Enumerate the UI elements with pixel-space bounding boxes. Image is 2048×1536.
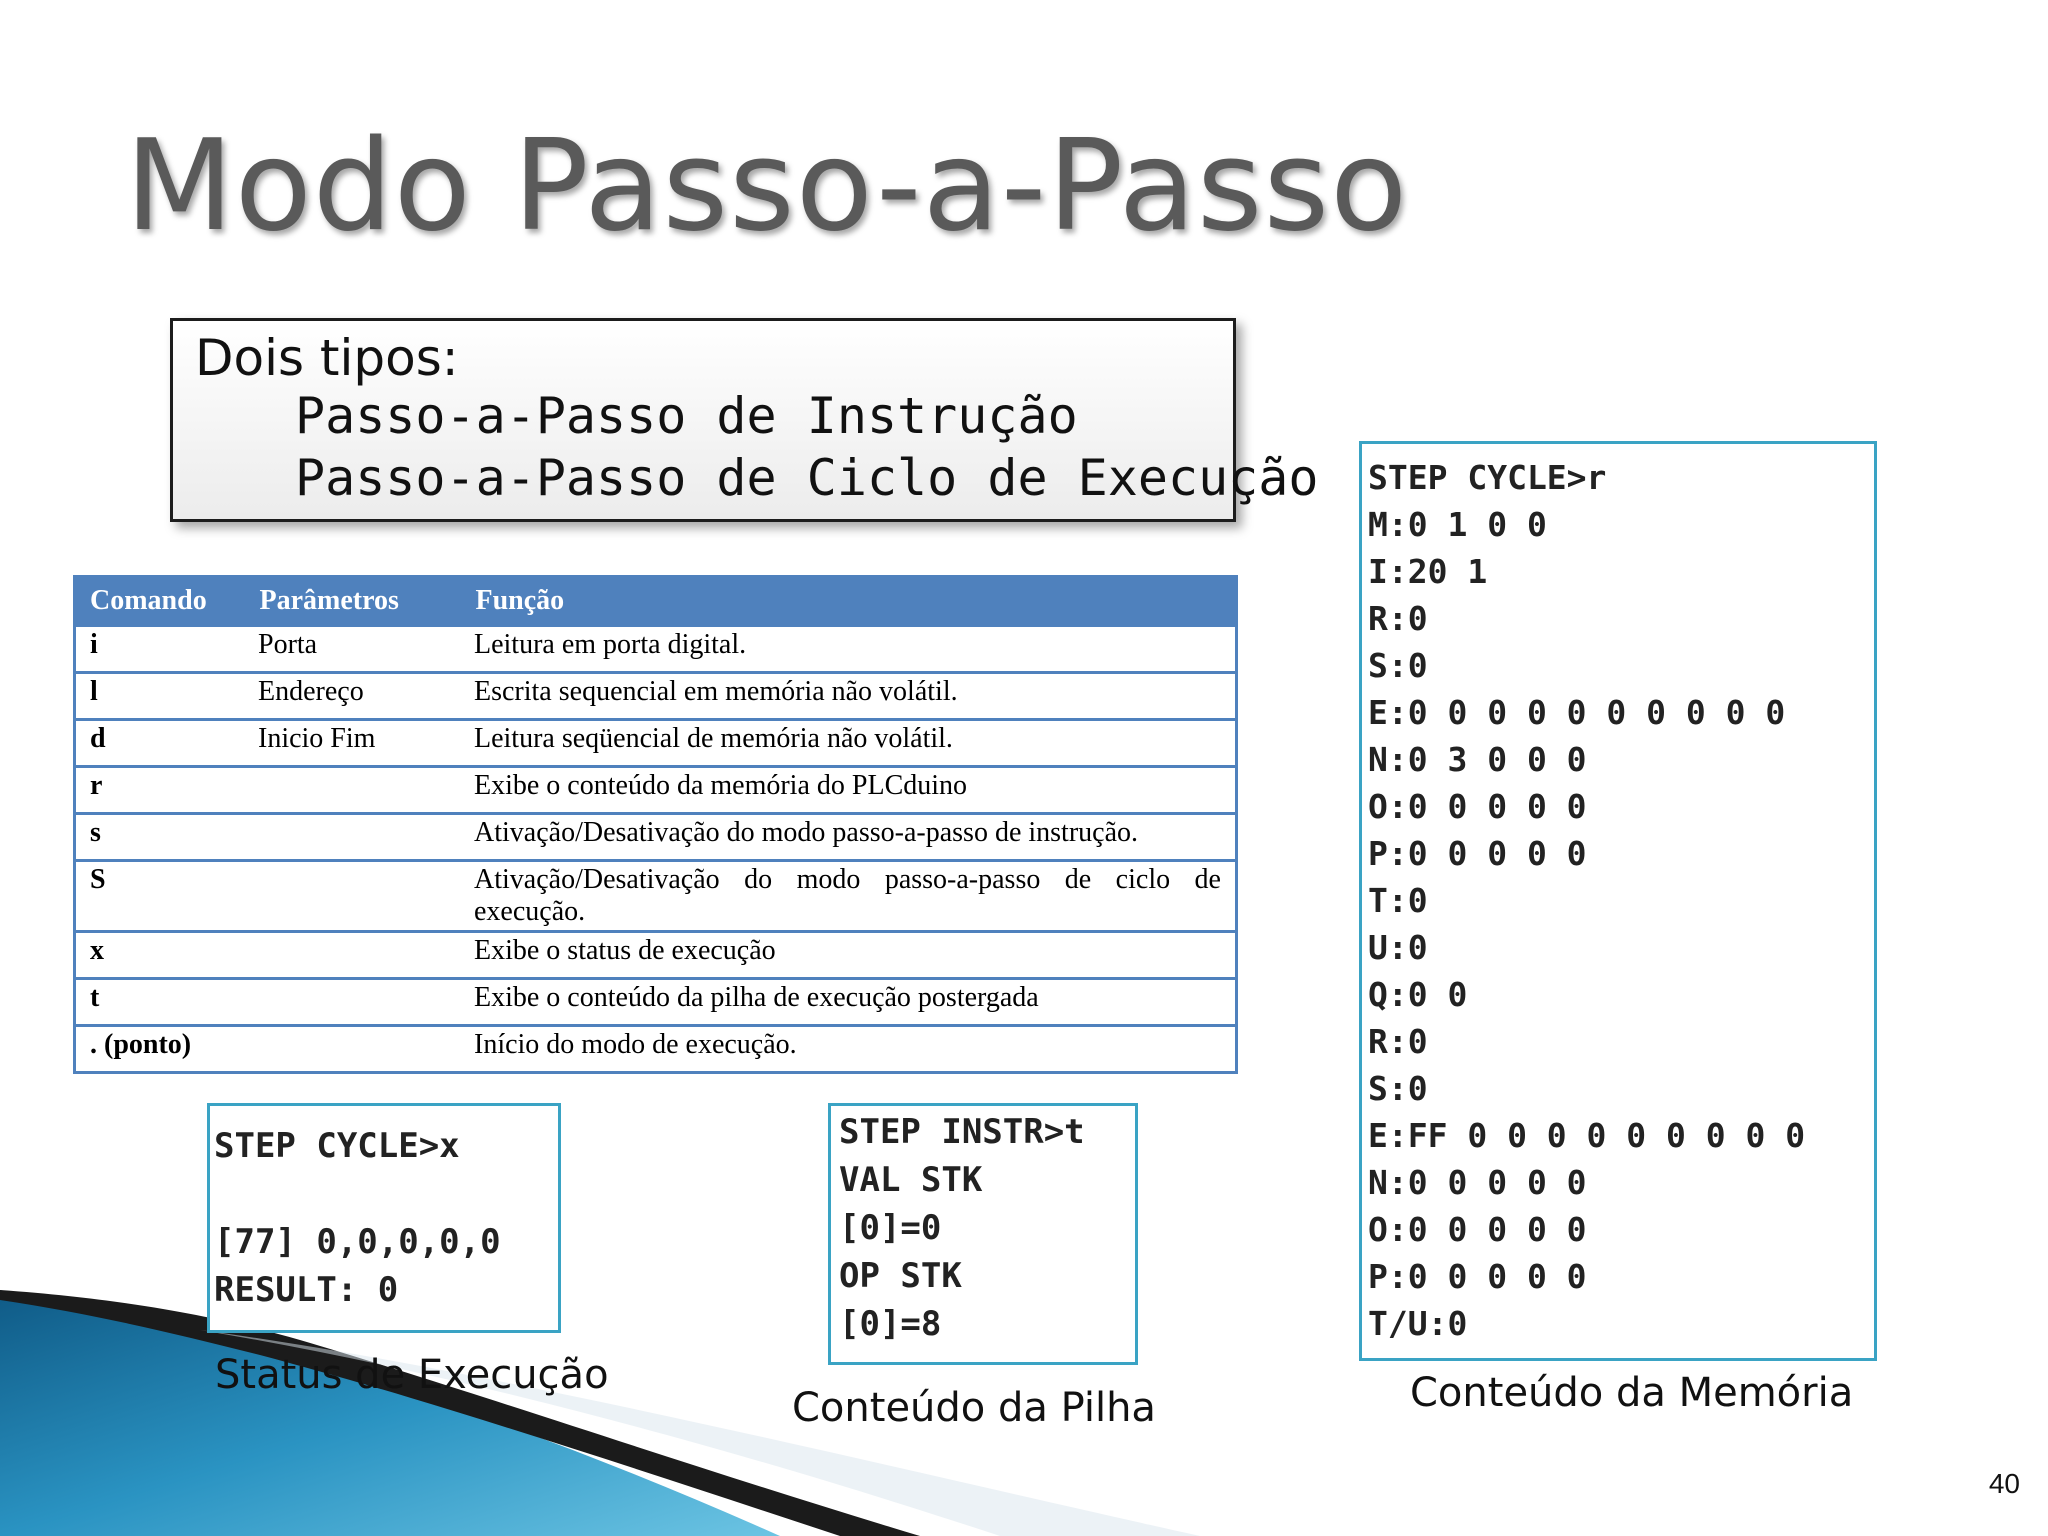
table-row (75, 932, 1237, 979)
table-row (75, 626, 1237, 673)
status-terminal (207, 1103, 561, 1333)
cell-command: S (75, 861, 245, 932)
stack-terminal (828, 1103, 1138, 1365)
cell-command: . (ponto) (75, 1026, 245, 1073)
cell-params: Endereço (244, 673, 460, 720)
cell-function: Ativação/Desativação do modo passo-a-passo de instrução. (460, 814, 1237, 861)
stack-caption: Conteúdo da Pilha (792, 1385, 1156, 1431)
terminal-line: P:0 0 0 0 0 (1368, 1257, 1587, 1296)
terminal-line: S:0 (1368, 646, 1428, 685)
cell-function: Exibe o conteúdo da memória do PLCduino (460, 767, 1237, 814)
cell-params (244, 814, 460, 861)
type-item: Passo-a-Passo de Instrução (295, 387, 1078, 445)
terminal-line: Q:0 0 (1368, 975, 1468, 1014)
terminal-line: P:0 0 0 0 0 (1368, 834, 1587, 873)
header-comando: Comando (75, 577, 245, 626)
terminal-line: O:0 0 0 0 0 (1368, 787, 1587, 826)
page-title: Modo Passo-a-Passo (125, 112, 1409, 259)
type-item: Passo-a-Passo de Ciclo de Execução (295, 449, 1319, 507)
cell-params: Porta (244, 626, 460, 673)
table-row (75, 979, 1237, 1026)
cell-function: Início do modo de execução. (460, 1026, 1237, 1073)
terminal-line: I:20 1 (1368, 552, 1488, 591)
table-row (75, 720, 1237, 767)
cell-command: r (75, 767, 245, 814)
cell-command: l (75, 673, 245, 720)
terminal-line: [0]=0 (839, 1208, 942, 1248)
terminal-line: R:0 (1368, 599, 1428, 638)
terminal-line: U:0 (1368, 928, 1428, 967)
cell-function: Escrita sequencial em memória não volátil. (460, 673, 1237, 720)
cell-function: Leitura em porta digital. (460, 626, 1237, 673)
terminal-line: RESULT: 0 (214, 1270, 399, 1310)
table-row (75, 814, 1237, 861)
terminal-line: [0]=8 (839, 1304, 942, 1344)
cell-function: Exibe o conteúdo da pilha de execução postergada (460, 979, 1237, 1026)
cell-command: i (75, 626, 245, 673)
terminal-line: [77] 0,0,0,0,0 (214, 1222, 501, 1262)
types-box (170, 318, 1319, 522)
terminal-line: S:0 (1368, 1069, 1428, 1108)
table-row (75, 861, 1237, 932)
cell-function: Leitura seqüencial de memória não volátil. (460, 720, 1237, 767)
cell-command: t (75, 979, 245, 1026)
header-parametros: Parâmetros (244, 577, 460, 626)
terminal-line: R:0 (1368, 1022, 1428, 1061)
terminal-line: E:0 0 0 0 0 0 0 0 0 0 (1368, 693, 1786, 732)
terminal-line: VAL STK (839, 1160, 983, 1200)
header-funcao: Função (460, 577, 1237, 626)
terminal-line: N:0 0 0 0 0 (1368, 1163, 1587, 1202)
memory-terminal (1359, 441, 1877, 1361)
terminal-line: STEP CYCLE>r (1368, 458, 1607, 497)
table-row (75, 1026, 1237, 1073)
terminal-line: STEP INSTR>t (839, 1112, 1085, 1152)
table-header-row (75, 577, 1237, 626)
terminal-line: E:FF 0 0 0 0 0 0 0 0 0 (1368, 1116, 1806, 1155)
command-table (73, 575, 1238, 1074)
cell-params (244, 979, 460, 1026)
cell-command: d (75, 720, 245, 767)
cell-params (244, 767, 460, 814)
cell-params (244, 1026, 460, 1073)
terminal-line: O:0 0 0 0 0 (1368, 1210, 1587, 1249)
cell-params (244, 932, 460, 979)
cell-params: Inicio Fim (244, 720, 460, 767)
terminal-line: N:0 3 0 0 0 (1368, 740, 1587, 779)
terminal-line: T:0 (1368, 881, 1428, 920)
terminal-line: M:0 1 0 0 (1368, 505, 1547, 544)
terminal-line: T/U:0 (1368, 1304, 1468, 1343)
table-row (75, 673, 1237, 720)
page-number: 40 (1988, 1468, 2020, 1499)
terminal-line: STEP CYCLE>x (214, 1126, 460, 1166)
cell-function: Ativação/Desativação do modo passo-a-passo de ciclo de execução. (460, 861, 1237, 932)
types-heading: Dois tipos: (195, 329, 459, 387)
cell-function: Exibe o status de execução (460, 932, 1237, 979)
status-caption: Status de Execução (215, 1352, 609, 1398)
memory-caption: Conteúdo da Memória (1410, 1370, 1854, 1416)
terminal-line: OP STK (839, 1256, 962, 1296)
cell-params (244, 861, 460, 932)
table-row (75, 767, 1237, 814)
cell-command: x (75, 932, 245, 979)
cell-command: s (75, 814, 245, 861)
